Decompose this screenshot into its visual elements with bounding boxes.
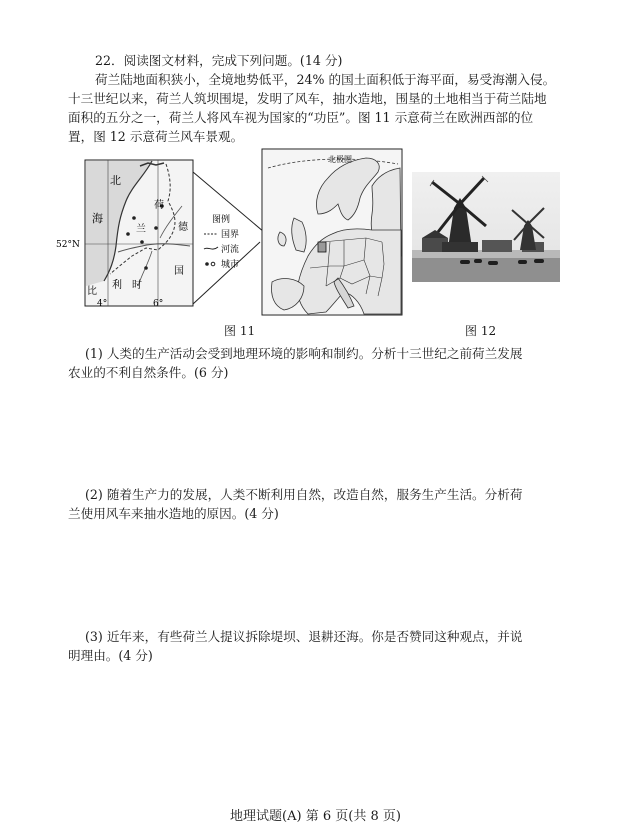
material-line-2: 十三世纪以来，荷兰人筑坝围堤，发明了风车，抽水造地，围垦的土地相当于荷兰陆地	[68, 91, 547, 106]
map-label-lon4: 4°	[97, 299, 108, 309]
subquestion-2-line-2: 兰使用风车来抽水造地的原因。(4 分)	[68, 506, 279, 521]
subquestion-1-line-1: (1) 人类的生产活动会受到地理环境的影响和制约。分析十三世纪之前荷兰发展	[85, 346, 523, 361]
map-label-north: 北	[110, 174, 121, 187]
netherlands-map	[56, 160, 193, 309]
subquestion-1-line-2: 农业的不利自然条件。(6 分)	[68, 365, 229, 380]
figures-svg	[56, 146, 560, 320]
map-label-sea: 海	[92, 212, 103, 225]
map-label-guo: 国	[174, 266, 184, 277]
figure11-caption: 图 11	[224, 324, 256, 338]
map-label-lan: 兰	[136, 224, 146, 235]
map-label-shi: 时	[132, 280, 142, 291]
subquestion-3-line-1: (3) 近年来，有些荷兰人提议拆除堤坝、退耕还海。你是否赞同这种观点，并说	[85, 629, 523, 644]
map-label-bi: 比	[87, 286, 97, 297]
material-line-1: 荷兰陆地面积狭小，全境地势低平，24% 的国土面积低于海平面，易受海潮入侵。	[95, 72, 556, 87]
map-legend	[204, 213, 239, 270]
map-label-arctic: 北极圈	[328, 155, 352, 164]
subquestion-3-line-2: 明理由。(4 分)	[68, 648, 153, 663]
question-header: 22．阅读图文材料，完成下列问题。(14 分)	[95, 53, 343, 68]
map-label-lon6: 6°	[153, 299, 164, 309]
legend-title: 图例	[212, 215, 231, 225]
page-footer: 地理试题(A) 第 6 页(共 8 页)	[230, 809, 401, 824]
material-line-3: 面积的五分之一，荷兰人将风车视为国家的“功臣”。图 11 示意荷兰在欧洲西部的位	[68, 110, 534, 125]
windmill-photo	[412, 172, 560, 282]
europe-map	[262, 149, 402, 315]
legend-border: 国界	[221, 230, 240, 240]
figure12-caption: 图 12	[465, 324, 497, 338]
subquestion-2-line-1: (2) 随着生产力的发展，人类不断利用自然，改造自然，服务生产生活。分析荷	[85, 487, 523, 502]
map-label-lat: 52°N	[56, 240, 80, 250]
map-label-he: 荷	[154, 200, 164, 211]
figure-area	[56, 146, 560, 320]
map-label-li: 利	[112, 280, 122, 291]
legend-river: 河流	[221, 245, 240, 255]
legend-city: 城市	[221, 260, 240, 270]
material-line-4: 置，图 12 示意荷兰风车景观。	[68, 129, 244, 144]
map-label-de: 德	[178, 222, 188, 233]
